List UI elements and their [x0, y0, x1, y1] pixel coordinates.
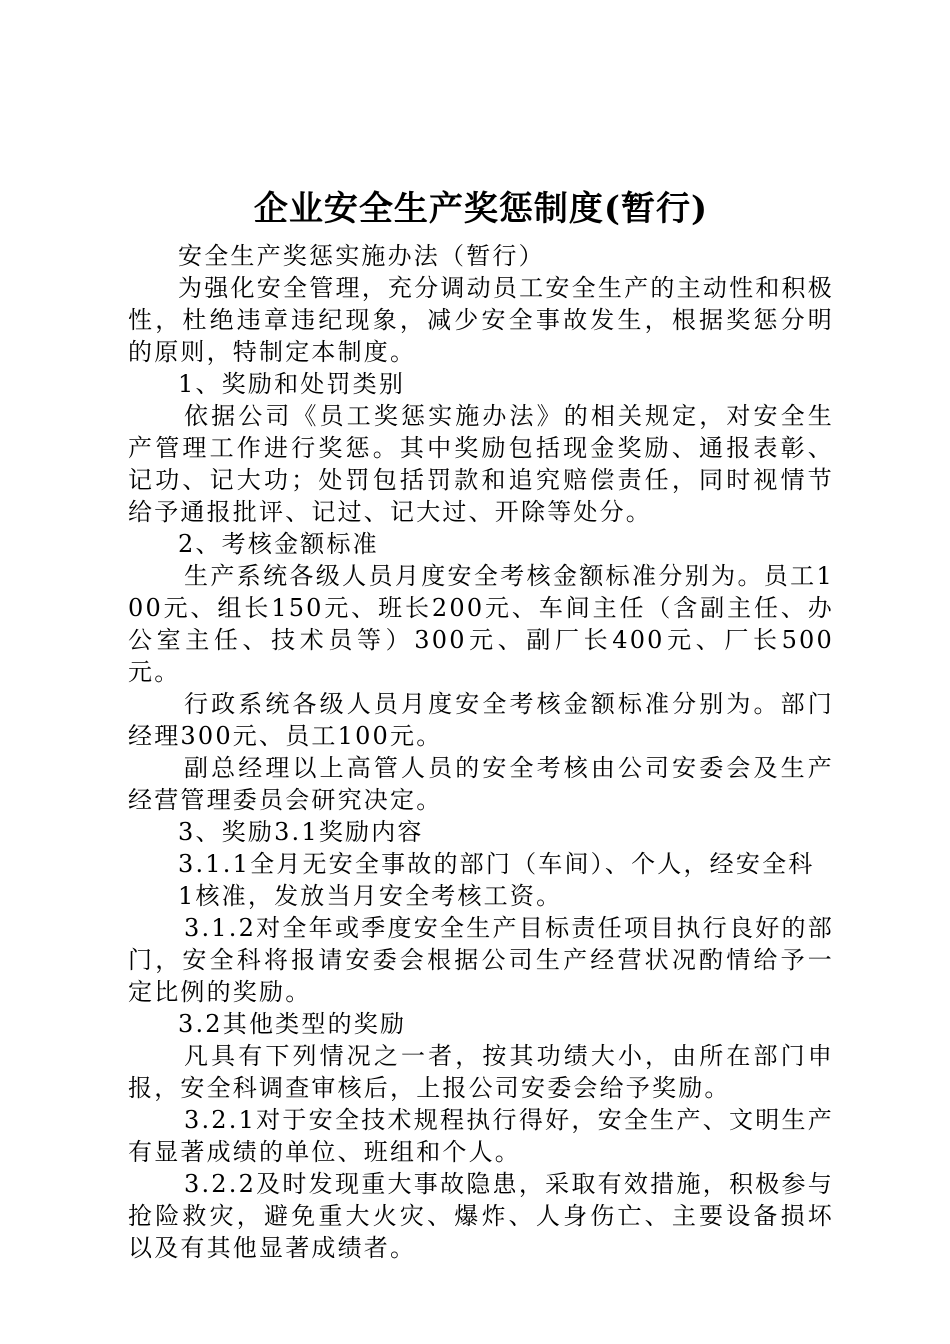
intro-paragraph: 为强化安全管理，充分调动员工安全生产的主动性和积极性，杜绝违章违纪现象，减少安全事故发生，根据奖惩分明的原则，特制定本制度。 [128, 274, 834, 366]
section-2-body-executives: 副总经理以上高管人员的安全考核由公司安委会及生产经营管理委员会研究决定。 [128, 754, 834, 814]
section-3-1-1-line-1: 3.1.1全月无安全事故的部门（车间）、个人，经安全科 [178, 850, 815, 878]
section-2-body-administration: 行政系统各级人员月度安全考核金额标准分别为。部门经理300元、员工100元。 [128, 690, 834, 750]
document-subtitle: 安全生产奖惩实施办法（暂行） [178, 242, 545, 270]
section-3-1-2: 3.1.2对全年或季度安全生产目标责任项目执行良好的部门，安全科将报请安委会根据公司生产经营状况酌情给予一定比例的奖励。 [128, 914, 834, 1006]
document-page [128, 178, 834, 1264]
section-3-1-1-line-2: 1核准，发放当月安全考核工资。 [178, 882, 563, 910]
section-3-2-1: 3.2.1对于安全技术规程执行得好，安全生产、文明生产有显著成绩的单位、班组和个人。 [128, 1106, 834, 1166]
document-title: 企业安全生产奖惩制度(暂行) [253, 189, 709, 229]
section-1-heading: 1、奖励和处罚类别 [178, 370, 406, 398]
section-2-heading: 2、考核金额标准 [178, 530, 379, 558]
section-2-body-production: 生产系统各级人员月度安全考核金额标准分别为。员工100元、组长150元、班长200元、车间主任（含副主任、办公室主任、技术员等）300元、副厂长400元、厂长500元。 [128, 562, 834, 686]
section-3-2-2: 3.2.2及时发现重大事故隐患，采取有效措施，积极参与抢险救灾，避免重大火灾、爆炸、人身伤亡、主要设备损坏以及有其他显著成绩者。 [128, 1170, 834, 1262]
section-1-body: 依据公司《员工奖惩实施办法》的相关规定，对安全生产管理工作进行奖惩。其中奖励包括现金奖励、通报表彰、记功、记大功；处罚包括罚款和追究赔偿责任，同时视情节给予通报批评、记过、记大过、开除等处分。 [128, 402, 834, 526]
section-3-heading: 3、奖励3.1奖励内容 [178, 818, 424, 846]
section-3-2-body: 凡具有下列情况之一者，按其功绩大小，由所在部门申报，安全科调查审核后，上报公司安委会给予奖励。 [128, 1042, 834, 1102]
section-3-2-heading: 3.2其他类型的奖励 [178, 1010, 407, 1038]
